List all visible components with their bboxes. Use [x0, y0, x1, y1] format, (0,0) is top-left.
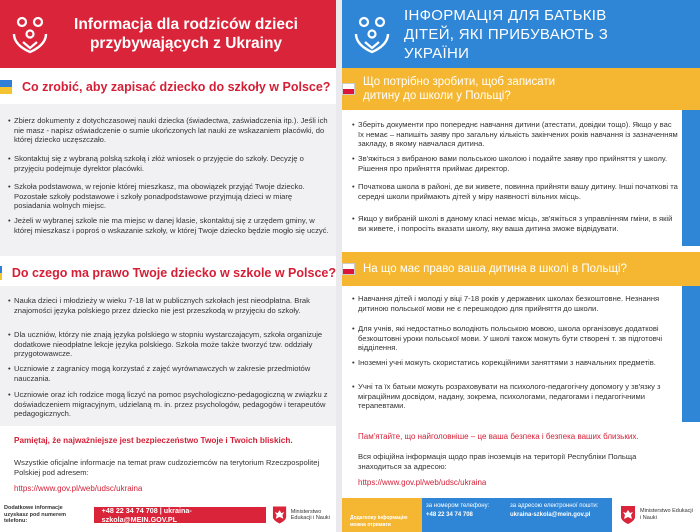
ukrainian-leaflet — [342, 0, 700, 532]
ua-footer-contact — [342, 498, 612, 532]
ua-footer-label: Додаткову інформацію можна отримати — [350, 515, 408, 528]
pl-footer-label: Dodatkowe informacje uzyskasz pod numerem telefonu: — [4, 505, 67, 525]
ua-phone: +48 22 34 74 708 — [426, 512, 473, 518]
pl-official-info: Wszystkie oficjalne informacje na temat praw cudzoziemców na terytorium Rzeczpospolitej Polskiej pod adresem: — [14, 458, 320, 477]
ukraine-flag-icon — [0, 80, 12, 94]
pl-section1-title: Co zrobić, aby zapisać dziecko do szkoły w Polsce? — [22, 80, 331, 94]
list-item: • Skontaktuj się z wybraną polską szkołą i złóż wniosek o przyjęcie do szkoły. Decyzję o przyjęciu podejmuje dyrektor placówki. — [14, 154, 330, 173]
family-hearts-icon — [350, 12, 394, 56]
ua-ministry-name: Ministerstwo Edukacji i Nauki — [640, 508, 693, 521]
list-item: • Іноземні учні можуть скористатись корекційними заняттями з навчальних предметів. — [358, 358, 678, 368]
family-hearts-icon — [8, 12, 52, 56]
list-item: • Uczniowie z zagranicy mogą korzystać z zajęć wyrównawczych w zakresie przedmiotów nauczania. — [14, 364, 330, 383]
pl-section2-heading — [0, 256, 336, 290]
ua-header-title: ІНФОРМАЦІЯ ДЛЯ БАТЬКІВ ДІТЕЙ, ЯКІ ПРИБУВАЮТЬ З УКРАЇНИ — [404, 6, 609, 62]
poland-flag-icon — [342, 263, 355, 275]
pl-header-title: Informacja dla rodziców dzieci przybywających z Ukrainy — [74, 16, 298, 52]
ua-safety-note: Пам'ятайте, що найголовніше – це ваша безпека і безпека ваших близьких. — [358, 432, 639, 441]
list-item: • Зберіть документи про попереднє навчання дитини (атестати, довідки тощо). Якщо у вас їх немає – напишіть заяву про загальну кількість закінчених років навчання із зазначенням закладу, в якому навчалася дитина. — [358, 120, 678, 149]
pl-ministry-name: Ministerstwo Edukacji i Nauki — [290, 508, 330, 521]
ua-section2-title: На що має право ваша дитина в школі в Польщі? — [363, 263, 627, 275]
ua-footer — [342, 498, 700, 532]
ua-official-info: Вся офіційна інформація щодо прав іноземців на території Республіки Польща знаходиться за адресою: — [358, 452, 637, 471]
ua-section1-title: Що потрібно зробити, щоб записати дитину до школи у Польщі? — [363, 76, 556, 102]
ua-gov-link[interactable]: https://www.gov.pl/web/udsc/ukraina — [358, 478, 487, 487]
pl-footer — [0, 498, 336, 532]
ua-side-stripe — [682, 110, 700, 246]
list-item: • Szkoła podstawowa, w rejonie której mieszkasz, ma obowiązek przyjąć Twoje dziecko. Pozostałe szkoły podstawowe i szkoły ponadpodstawowe przyjmują dzieci w miarę posiadania wolnych miejsc. — [14, 182, 330, 211]
pl-contact-text: +48 22 34 74 708 | ukraina-szkola@MEIN.GOV.PL — [101, 506, 192, 524]
polish-leaflet — [0, 0, 336, 532]
list-item: • Uczniowie oraz ich rodzice mogą liczyć na pomoc psychologiczno-pedagogiczną w związku z doświadczeniem migracyjnym, udzielaną m. in. przez psychologów, pedagogów i terapeutów pedagogicznych. — [14, 390, 330, 419]
ua-section1-heading — [342, 68, 700, 110]
pl-section1-box — [0, 104, 336, 256]
ua-email: ukraina-szkola@mein.gov.pl — [510, 512, 591, 518]
list-item: • Dla uczniów, którzy nie znają języka polskiego w stopniu wystarczającym, szkoła organizuje dodatkowe nieodpłatne lekcje języka polskiego. Szkoła może także tworzyć tzw. oddziały przygotowawcze. — [14, 330, 330, 359]
list-item: • Зв'яжіться з вибраною вами польською школою і подайте заяву про прийняття у школу. Рішення про прийняття приймає директор. — [358, 154, 678, 173]
list-item: • Jeżeli w wybranej szkole nie ma miejsc w danej klasie, skontaktuj się z urzędem gminy, w której mieszkasz i poproś o wskazanie szkoły, w której Twoje dziecko będzie mogło się uczyć. — [14, 216, 330, 235]
list-item: • Для учнів, які недостатньо володіють польською мовою, школа організовує додаткові безкоштовні уроки польської мови. У школі також можуть бути створені т. зв підготовчі відділення. — [358, 324, 678, 353]
polish-eagle-emblem-icon — [272, 505, 287, 525]
poland-flag-icon — [342, 83, 355, 95]
ua-section1-box — [342, 110, 700, 248]
list-item: • Учні та їх батьки можуть розраховувати на психолого-педагогічну допомогу у зв'язку з міграційним досвідом, надану, зокрема, психологами, педагогами і педагогічними терапевтами. — [358, 382, 678, 411]
ua-side-stripe — [682, 286, 700, 422]
list-item: • Навчання дітей і молоді у віці 7-18 років у державних школах безкоштовне. Незнання дитиною польської мови не є перешкодою для прийняття до школи. — [358, 294, 678, 313]
ua-phone-label: за номером телефону: — [426, 503, 490, 509]
pl-section2-title: Do czego ma prawo Twoje dziecko w szkole w Polsce? — [11, 266, 336, 280]
list-item: • Якщо у вибраній школі в даному класі немає місць, зв'яжіться з управлінням гміни, в якій ви живете, і попросіть вказати школу, яку ваша дитина зможе відвідувати. — [358, 214, 678, 233]
list-item: • Початкова школа в районі, де ви живете, повинна прийняти вашу дитину. Інші початкові та середні школи приймають дітей у міру наявності вільних місць. — [358, 182, 678, 201]
ua-header — [342, 0, 700, 68]
polish-eagle-emblem-icon — [620, 505, 636, 525]
pl-footer-contact — [94, 507, 266, 523]
ua-section2-heading — [342, 252, 700, 286]
list-item: • Nauka dzieci i młodzieży w wieku 7-18 lat w publicznych szkołach jest nieodpłatna. Brak znajomości języka polskiego przez dziecko nie jest przeszkodą w przyjęciu do szkoły. — [14, 296, 330, 315]
ua-email-label: за адресою електронної пошти: — [510, 503, 599, 509]
pl-header — [0, 0, 336, 68]
pl-section1-heading — [0, 70, 336, 104]
pl-section2-box — [0, 286, 336, 426]
pl-safety-note: Pamiętaj, że najważniejsze jest bezpieczeństwo Twoje i Twoich bliskich. — [14, 436, 293, 445]
pl-gov-link[interactable]: https://www.gov.pl/web/udsc/ukraina — [14, 484, 143, 493]
list-item: • Zbierz dokumenty z dotychczasowej nauki dziecka (świadectwa, zaświadczenia itp.). Jeśli ich nie masz - napisz oświadczenie o sumie ukończonych lat nauki ze wskazaniem placówki, do której dziecko uczęszczało. — [14, 116, 330, 145]
ua-section2-box — [342, 286, 700, 422]
